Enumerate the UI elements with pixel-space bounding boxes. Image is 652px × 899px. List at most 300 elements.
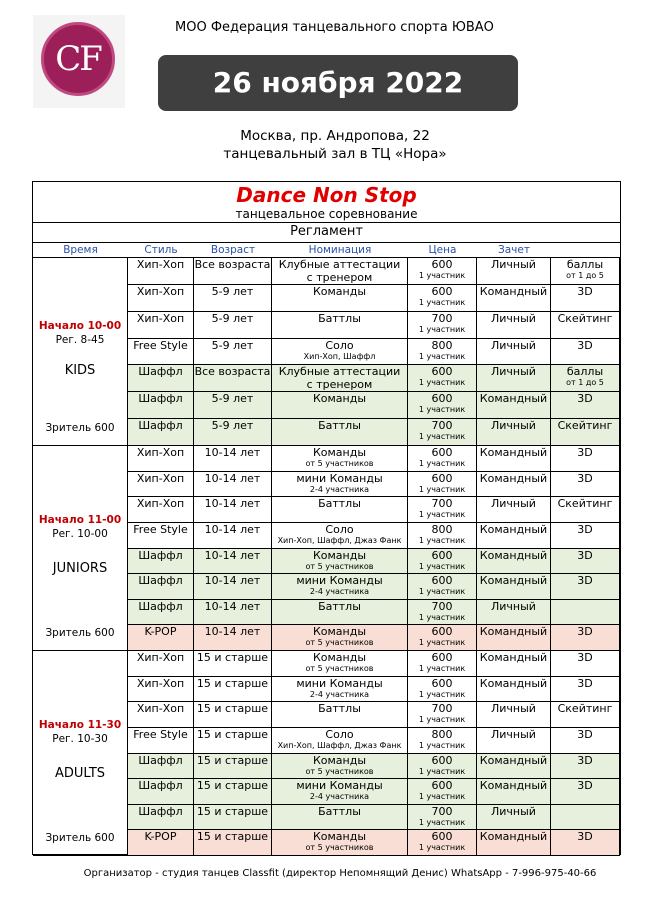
cell-age-value: 10-14 лет (204, 471, 261, 485)
cell-price-note: 1 участник (418, 271, 466, 280)
cell-price-value: 800 (431, 338, 453, 352)
logo (33, 15, 125, 108)
cell-score (477, 472, 551, 498)
cell-price-note: 1 участник (418, 510, 466, 520)
cell-nomination-value: Баттлы (318, 497, 361, 511)
cell-style-value: Шаффл (138, 548, 183, 562)
cell-score-value: Командный (479, 779, 548, 793)
cell-score-value: Личный (491, 419, 536, 433)
cell-extra (551, 497, 620, 523)
cell-score-value: Личный (491, 497, 536, 511)
cell-age-value: 15 и старше (196, 727, 269, 741)
cell-extra-value: 3D (577, 446, 593, 459)
regulation-heading: Регламент (33, 222, 620, 243)
cell-score-value: Личный (491, 311, 536, 325)
cell-extra (551, 728, 620, 754)
cell-score (477, 419, 551, 446)
cell-age-value: 15 и старше (196, 804, 269, 818)
cell-style-value: Free Style (133, 727, 188, 741)
cell-extra-value: 3D (577, 830, 593, 844)
cell-price-value: 600 (431, 676, 453, 690)
cell-price-value: 700 (431, 804, 453, 818)
cell-style (128, 446, 194, 472)
cell-style (128, 285, 194, 312)
cell-nomination-note: от 5 участников (305, 561, 374, 571)
cell-age (194, 497, 272, 523)
cell-nomination-note: от 5 участников (305, 664, 374, 673)
cell-style (128, 497, 194, 523)
cell-nomination-value: мини Команды (296, 471, 383, 485)
cell-nomination (272, 419, 408, 446)
cell-style-value: Хип-Хоп (136, 676, 185, 690)
cell-age (194, 258, 272, 285)
column-header-nomination: Номинация (308, 244, 372, 256)
group-registration: Рег. 8-45 (55, 334, 105, 347)
cell-age (194, 702, 272, 728)
cell-style-value: Шаффл (138, 599, 183, 613)
column-header-score: Зачет (498, 244, 530, 256)
cell-age-value: 15 и старше (196, 753, 269, 767)
cell-nomination (272, 702, 408, 728)
cell-score-value: Командный (479, 625, 548, 639)
cell-nomination (272, 677, 408, 703)
cell-price-value: 700 (431, 702, 453, 716)
cell-extra (551, 549, 620, 575)
cell-price (408, 523, 477, 549)
cell-score-value: Личный (491, 702, 536, 716)
cell-score (477, 677, 551, 703)
cell-style-value: Хип-Хоп (136, 258, 185, 271)
cell-nomination-value: Баттлы (318, 702, 361, 716)
cell-price (408, 754, 477, 780)
cell-price-note: 1 участник (418, 324, 466, 334)
cell-score-value: Личный (491, 258, 536, 271)
cell-style-value: Шаффл (138, 779, 183, 793)
cell-price-note: 1 участник (418, 459, 466, 468)
cell-nomination-value: Клубные аттестации (278, 258, 401, 271)
cell-price-note: 1 участник (418, 378, 466, 388)
cell-price (408, 365, 477, 392)
cell-price-value: 600 (431, 625, 453, 639)
cell-score-value: Командный (479, 574, 548, 588)
cell-price-value: 600 (431, 574, 453, 588)
cell-nomination-value: Команды (312, 446, 367, 459)
cell-nomination (272, 625, 408, 651)
cell-nomination-value: мини Команды (296, 779, 383, 793)
group-adults (33, 651, 128, 856)
cell-age-value: 10-14 лет (204, 599, 261, 613)
address-line1: Москва, пр. Андропова, 22 (240, 128, 430, 144)
cell-nomination-note: от 5 участников (305, 459, 374, 468)
cell-price-note: 1 участник (418, 766, 466, 776)
cell-extra-note: от 1 до 5 (566, 378, 604, 388)
organizer-footer: Организатор - студия танцев Classfit (директор Непомнящий Денис) WhatsApp - 7-996-975-40-66 (83, 868, 597, 879)
cell-nomination (272, 258, 408, 285)
cell-style-value: Шаффл (138, 753, 183, 767)
cell-price-note: 1 участник (418, 535, 466, 545)
event-title-block (33, 182, 620, 223)
cell-nomination-value: мини Команды (296, 676, 383, 690)
cell-extra-note: от 1 до 5 (566, 271, 604, 280)
cell-age (194, 312, 272, 339)
address-line2: танцевальный зал в ТЦ «Нора» (223, 146, 447, 162)
cell-score-value: Личный (491, 365, 536, 379)
cell-nomination-value: Команды (312, 284, 367, 298)
cell-age (194, 754, 272, 780)
cell-age (194, 728, 272, 754)
cell-price-note: 1 участник (418, 297, 466, 307)
cell-extra-value: 3D (577, 522, 593, 536)
cell-style (128, 651, 194, 677)
cell-nomination (272, 779, 408, 805)
cell-style (128, 625, 194, 651)
cell-nomination-value: Команды (312, 753, 367, 767)
cell-extra (551, 419, 620, 446)
cell-price-note: 1 участник (418, 587, 466, 597)
cell-extra (551, 600, 620, 626)
cell-score-value: Командный (479, 284, 548, 298)
cell-nomination-value: Баттлы (318, 419, 361, 433)
cell-nomination-value: Команды (312, 625, 367, 639)
column-header-price: Цена (428, 244, 457, 256)
cell-style (128, 728, 194, 754)
cell-extra-value: 3D (577, 676, 593, 690)
cell-style (128, 805, 194, 831)
cell-nomination (272, 549, 408, 575)
cell-price-value: 600 (431, 651, 453, 664)
cell-extra (551, 446, 620, 472)
cell-score (477, 258, 551, 285)
cell-style-value: Хип-Хоп (136, 497, 185, 511)
cell-price-value: 600 (431, 446, 453, 459)
cell-nomination (272, 392, 408, 419)
group-juniors (33, 446, 128, 651)
cell-extra (551, 754, 620, 780)
cell-age-value: 10-14 лет (204, 522, 261, 536)
cell-nomination-value: Команды (312, 651, 367, 664)
cell-style (128, 830, 194, 856)
cell-extra (551, 285, 620, 312)
cell-extra (551, 312, 620, 339)
cell-extra-value: баллы (566, 258, 604, 271)
cell-extra (551, 830, 620, 856)
cell-score-value: Командный (479, 392, 548, 406)
cell-age-value: 10-14 лет (204, 574, 261, 588)
cell-extra-value: 3D (577, 548, 593, 562)
cell-style-value: Шаффл (138, 365, 183, 379)
cell-style-value: Хип-Хоп (136, 471, 185, 485)
event-date: 26 ноября 2022 (158, 55, 518, 111)
cell-score-value: Командный (479, 548, 548, 562)
cell-extra-value: 3D (577, 753, 593, 767)
cell-age-value: 5-9 лет (211, 284, 254, 298)
cell-nomination (272, 365, 408, 392)
cell-style (128, 523, 194, 549)
cell-price-note: 1 участник (418, 561, 466, 571)
cell-nomination (272, 830, 408, 856)
cell-score (477, 574, 551, 600)
cell-extra-value: 3D (577, 625, 593, 639)
cell-price (408, 651, 477, 677)
cell-nomination-value: Соло (325, 727, 354, 741)
cell-nomination-note: Хип-Хоп, Шаффл, Джаз Фанк (277, 740, 402, 750)
cell-age (194, 574, 272, 600)
cell-extra (551, 805, 620, 831)
cell-nomination-note: от 5 участников (305, 638, 374, 648)
cell-price (408, 549, 477, 575)
cell-style-value: Хип-Хоп (136, 651, 185, 664)
cell-age-value: 15 и старше (196, 651, 269, 664)
cell-price-note: 1 участник (418, 405, 466, 415)
cell-age (194, 830, 272, 856)
logo-circle (41, 22, 115, 96)
cell-extra-value: 3D (577, 392, 593, 406)
cell-style-value: Хип-Хоп (136, 311, 185, 325)
group-start-time: Начало 10-00 (38, 320, 122, 333)
cell-age (194, 651, 272, 677)
cell-age-value: 10-14 лет (204, 446, 261, 459)
cell-price (408, 830, 477, 856)
cell-age-value: 15 и старше (196, 830, 269, 844)
cell-score (477, 312, 551, 339)
event-subtitle: танцевальное соревнование (235, 207, 418, 221)
cell-price (408, 419, 477, 446)
cell-nomination (272, 312, 408, 339)
cell-style (128, 339, 194, 366)
cell-style (128, 549, 194, 575)
group-start-time: Начало 11-30 (38, 718, 122, 731)
cell-price-note: 1 участник (418, 792, 466, 802)
cell-nomination (272, 754, 408, 780)
cell-style-value: Шаффл (138, 574, 183, 588)
cell-nomination-note: Хип-Хоп, Шаффл, Джаз Фанк (277, 535, 402, 545)
cell-style (128, 392, 194, 419)
cell-style-value: Шаффл (138, 392, 183, 406)
cell-score (477, 339, 551, 366)
cell-score (477, 446, 551, 472)
cell-price-value: 700 (431, 419, 453, 433)
cell-price-note: 1 участник (418, 715, 466, 725)
cell-price-value: 700 (431, 311, 453, 325)
cell-nomination-value: Баттлы (318, 804, 361, 818)
group-name: KIDS (64, 363, 96, 379)
cell-price (408, 728, 477, 754)
cell-score-value: Личный (491, 338, 536, 352)
cell-price-value: 600 (431, 471, 453, 485)
cell-extra-value: баллы (566, 365, 604, 379)
cell-price-value: 600 (431, 284, 453, 298)
cell-age (194, 446, 272, 472)
cell-age (194, 625, 272, 651)
cell-extra (551, 625, 620, 651)
cell-nomination-note: с тренером (306, 378, 373, 392)
cell-price (408, 258, 477, 285)
cell-style-value: Шаффл (138, 419, 183, 433)
cell-age (194, 523, 272, 549)
cell-score-value: Личный (491, 804, 536, 818)
cell-extra-value: 3D (577, 727, 593, 741)
cell-style (128, 702, 194, 728)
cell-score-value: Командный (479, 446, 548, 459)
cell-price-note: 1 участник (418, 664, 466, 673)
cell-age-value: 15 и старше (196, 702, 269, 716)
cell-price (408, 446, 477, 472)
cell-nomination (272, 574, 408, 600)
column-header-time: Время (63, 244, 98, 256)
cell-style-value: Хип-Хоп (136, 284, 185, 298)
cell-nomination-note: от 5 участников (305, 843, 374, 853)
cell-age-value: 5-9 лет (211, 392, 254, 406)
cell-age (194, 285, 272, 312)
cell-score-value: Личный (491, 727, 536, 741)
cell-age-value: 10-14 лет (204, 548, 261, 562)
cell-extra-value: 3D (577, 338, 593, 352)
cell-score (477, 651, 551, 677)
address (150, 127, 520, 163)
cell-price-value: 700 (431, 497, 453, 511)
cell-score (477, 523, 551, 549)
cell-nomination-value: Команды (312, 392, 367, 406)
cell-extra (551, 651, 620, 677)
cell-age-value: 5-9 лет (211, 338, 254, 352)
cell-style-value: Хип-Хоп (136, 446, 185, 459)
cell-nomination (272, 446, 408, 472)
cell-age (194, 392, 272, 419)
cell-extra (551, 779, 620, 805)
cell-score-value: Командный (479, 522, 548, 536)
cell-age (194, 600, 272, 626)
cell-age (194, 365, 272, 392)
cell-score (477, 805, 551, 831)
cell-price-note: 1 участник (418, 351, 466, 361)
group-viewer-price: Зритель 600 (45, 832, 115, 844)
cell-style (128, 754, 194, 780)
cell-price-value: 600 (431, 258, 453, 271)
cell-extra-value: Скейтинг (557, 311, 613, 325)
cell-extra-value: Скейтинг (557, 419, 613, 433)
cell-price-value: 600 (431, 830, 453, 844)
logo-text: CF (55, 39, 101, 79)
cell-style (128, 365, 194, 392)
cell-style-value: Шаффл (138, 804, 183, 818)
cell-price (408, 625, 477, 651)
cell-nomination-value: Клубные аттестации (278, 365, 401, 379)
cell-extra (551, 339, 620, 366)
cell-score-value: Командный (479, 676, 548, 690)
cell-style (128, 779, 194, 805)
cell-price-note: 1 участник (418, 484, 466, 494)
cell-nomination-value: Баттлы (318, 599, 361, 613)
cell-nomination (272, 805, 408, 831)
cell-nomination (272, 651, 408, 677)
cell-nomination-value: Команды (312, 548, 367, 562)
cell-age (194, 805, 272, 831)
cell-nomination-value: Соло (325, 338, 354, 352)
cell-style (128, 472, 194, 498)
cell-score (477, 365, 551, 392)
event-title: Dance Non Stop (236, 183, 417, 207)
column-header-extra (551, 243, 620, 257)
organization-name: МОО Федерация танцевального спорта ЮВАО (175, 20, 494, 35)
cell-extra (551, 365, 620, 392)
cell-extra-value: 3D (577, 651, 593, 664)
cell-price (408, 497, 477, 523)
cell-score (477, 625, 551, 651)
cell-age-value: 15 и старше (196, 676, 269, 690)
cell-extra (551, 702, 620, 728)
cell-price-value: 600 (431, 392, 453, 406)
cell-score (477, 754, 551, 780)
cell-nomination-note: 2-4 участника (309, 587, 370, 597)
cell-price-note: 1 участник (418, 817, 466, 827)
group-name: JUNIORS (52, 560, 108, 576)
cell-style (128, 312, 194, 339)
cell-nomination (272, 728, 408, 754)
cell-style-value: Free Style (133, 522, 188, 536)
cell-score (477, 392, 551, 419)
group-registration: Рег. 10-00 (52, 527, 108, 540)
group-registration: Рег. 10-30 (52, 732, 108, 745)
cell-age (194, 419, 272, 446)
cell-extra-value: 3D (577, 779, 593, 793)
column-header-age: Возраст (210, 244, 256, 256)
cell-nomination-note: 2-4 участника (309, 484, 370, 494)
cell-score (477, 549, 551, 575)
cell-score-value: Командный (479, 471, 548, 485)
cell-age-value: 15 и старше (196, 779, 269, 793)
cell-age-value: Все возраста (194, 258, 271, 271)
cell-extra-value: 3D (577, 574, 593, 588)
cell-style-value: K-POP (144, 625, 177, 639)
group-viewer-price: Зритель 600 (45, 627, 115, 639)
cell-nomination (272, 339, 408, 366)
cell-age (194, 677, 272, 703)
cell-style-value: Free Style (133, 338, 188, 352)
cell-price-value: 700 (431, 599, 453, 613)
cell-score-value: Командный (479, 830, 548, 844)
column-header-style: Стиль (144, 244, 178, 256)
cell-age-value: 10-14 лет (204, 625, 261, 639)
cell-extra (551, 258, 620, 285)
cell-price (408, 339, 477, 366)
cell-extra (551, 523, 620, 549)
cell-score (477, 285, 551, 312)
group-start-time: Начало 11-00 (38, 513, 122, 526)
cell-extra (551, 677, 620, 703)
cell-price-note: 1 участник (418, 612, 466, 622)
cell-nomination-note: с тренером (306, 271, 373, 284)
cell-price (408, 392, 477, 419)
cell-nomination-value: Баттлы (318, 311, 361, 325)
cell-extra (551, 574, 620, 600)
cell-nomination (272, 285, 408, 312)
cell-price-note: 1 участник (418, 740, 466, 750)
cell-score (477, 702, 551, 728)
cell-nomination-note: от 5 участников (305, 766, 374, 776)
cell-age (194, 549, 272, 575)
cell-price (408, 805, 477, 831)
cell-age (194, 339, 272, 366)
cell-price (408, 285, 477, 312)
cell-nomination (272, 523, 408, 549)
cell-extra-value: Скейтинг (557, 702, 613, 716)
cell-style-value: K-POP (144, 830, 177, 844)
cell-score-value: Личный (491, 599, 536, 613)
cell-age-value: Все возраста (194, 365, 271, 379)
cell-price-value: 600 (431, 365, 453, 379)
cell-age (194, 779, 272, 805)
cell-nomination-note: Хип-Хоп, Шаффл (303, 351, 376, 361)
